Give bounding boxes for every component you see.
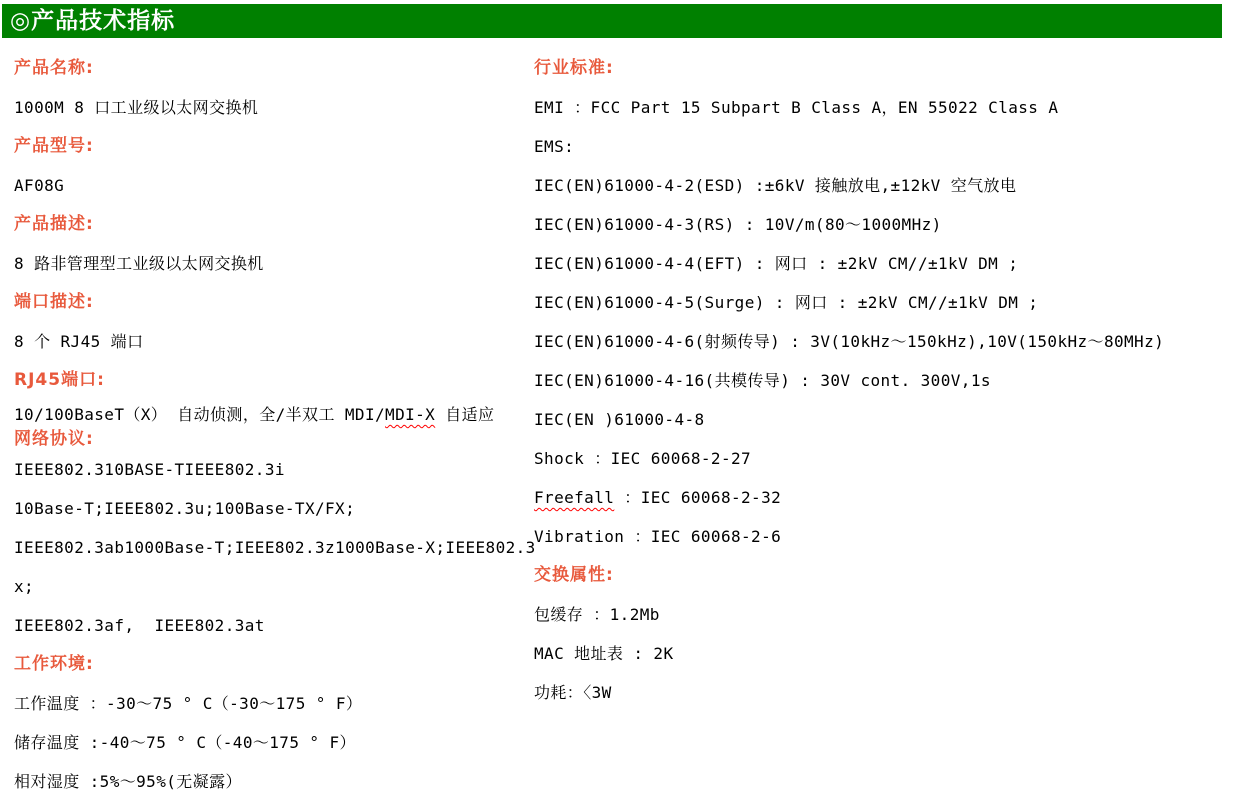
port-description-heading: 端口描述: <box>14 292 94 312</box>
standard-iec-esd: IEC(EN)61000-4-2(ESD) :±6kV 接触放电,±12kV 空气放电 <box>534 176 1017 195</box>
port-description-value: 8 个 RJ45 端口 <box>14 332 144 351</box>
standard-vibration: Vibration ：IEC 60068-2-6 <box>534 527 782 546</box>
standard-ems: EMS: <box>534 137 575 156</box>
storage-temperature: 储存温度 :-40～75 ° C（-40～175 ° F） <box>14 733 356 752</box>
protocol-line: IEEE802.3af, IEEE802.3at <box>14 616 265 635</box>
working-environment-heading: 工作环境: <box>14 654 94 674</box>
relative-humidity: 相对湿度 :5%～95%(无凝露） <box>14 772 242 791</box>
spellcheck-mdi-x: MDI-X <box>385 405 436 424</box>
rj45-detail-text: 10/100BaseT（X） 自动侦测，全/半双工 MDI/ <box>14 405 386 424</box>
section-title-bar <box>2 4 1222 38</box>
standard-iec-rf: IEC(EN)61000-4-6(射频传导) : 3V(10kHz～150kHz),10V(150kHz～80MHz) <box>534 332 1165 351</box>
standard-freefall <box>534 485 1240 510</box>
spellcheck-freefall: Freefall <box>534 488 615 507</box>
protocol-line: x; <box>14 577 35 596</box>
mac-address-table: MAC 地址表 : 2K <box>534 644 674 663</box>
product-model-value: AF08G <box>14 176 65 195</box>
left-column <box>14 56 536 808</box>
page-title: ◎产品技术指标 <box>10 8 176 34</box>
product-name-value: 1000M 8 口工业级以太网交换机 <box>14 98 259 117</box>
industry-standards-heading: 行业标准: <box>534 58 614 78</box>
product-description-value: 8 路非管理型工业级以太网交换机 <box>14 254 264 273</box>
operating-temperature: 工作温度 ：-30～75 ° C（-30～175 ° F） <box>14 694 363 713</box>
rj45-port-detail <box>14 402 524 427</box>
standard-emi: EMI ：FCC Part 15 Subpart B Class A，EN 55022 Class A <box>534 98 1059 117</box>
protocol-line: 10Base-T;IEEE802.3u;100Base-TX/FX; <box>14 499 356 518</box>
switch-properties-heading: 交换属性: <box>534 565 614 585</box>
rj45-detail-text-after: 自适应 <box>435 405 495 424</box>
standard-iec-4-8: IEC(EN )61000-4-8 <box>534 410 705 429</box>
packet-buffer: 包缓存 ：1.2Mb <box>534 605 660 624</box>
protocol-line: IEEE802.310BASE-TIEEE802.3i <box>14 460 285 479</box>
standard-iec-eft: IEC(EN)61000-4-4(EFT) : 网口 : ±2kV CM//±1kV DM ; <box>534 254 1019 273</box>
product-description-heading: 产品描述: <box>14 214 94 234</box>
product-model-heading: 产品型号: <box>14 136 94 156</box>
product-name-heading: 产品名称: <box>14 58 94 78</box>
standard-iec-rs: IEC(EN)61000-4-3(RS) : 10V/m(80～1000MHz) <box>534 215 942 234</box>
freefall-text-after: ：IEC 60068-2-32 <box>614 488 782 507</box>
power-consumption: 功耗：〈3W <box>534 683 612 702</box>
standard-iec-surge: IEC(EN)61000-4-5(Surge) : 网口 : ±2kV CM//±1kV DM ; <box>534 293 1039 312</box>
standard-iec-cm: IEC(EN)61000-4-16(共模传导) : 30V cont. 300V,1s <box>534 371 991 390</box>
protocol-line: IEEE802.3ab1000Base-T;IEEE802.3z1000Base-X;IEEE802.3 <box>14 538 536 557</box>
rj45-port-heading: RJ45端口: <box>14 370 105 390</box>
network-protocol-heading: 网络协议: <box>14 429 94 449</box>
standard-shock: Shock ：IEC 60068-2-27 <box>534 449 752 468</box>
right-column <box>534 56 1240 719</box>
